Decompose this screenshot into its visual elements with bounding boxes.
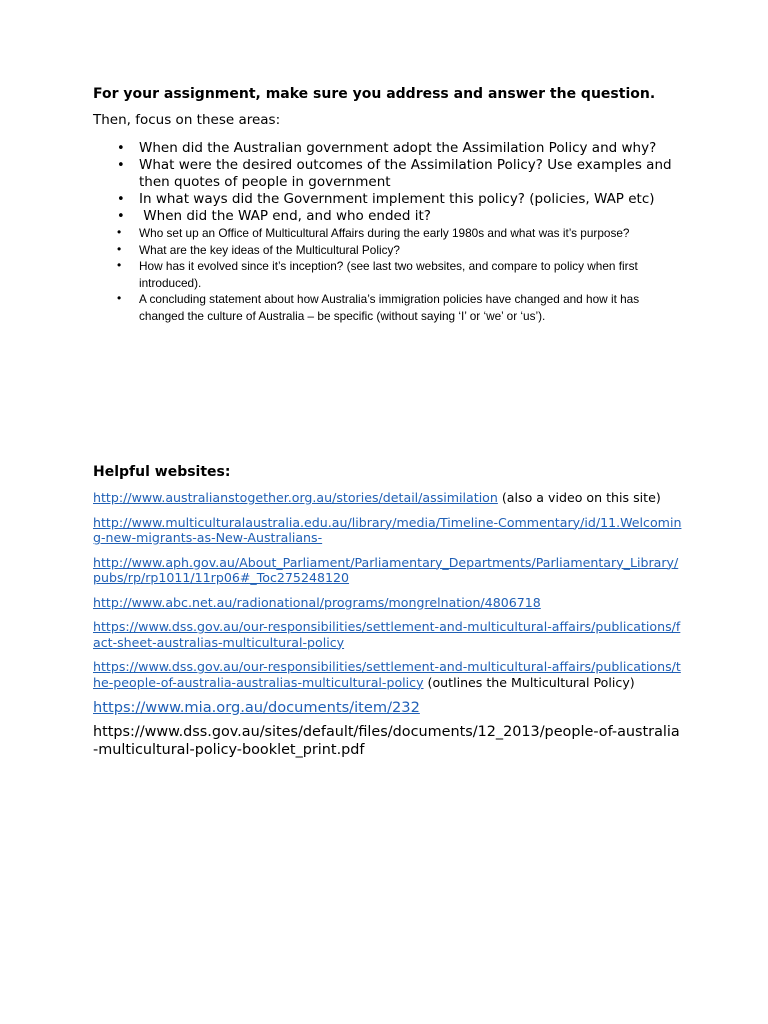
bullet-icon: • [117,209,125,224]
list-item: • In what ways did the Government implement this policy? (policies, WAP etc) [117,191,655,207]
dss-people-of-australia-link[interactable]: https://www.dss.gov.au/our-responsibilities/settlement-and-multicultural-affairs/publications/the-people-of-australia-australias-multicultural-policy [93,659,681,690]
helpful-websites-heading: Helpful websites: [93,464,231,480]
bullet-icon: • [117,291,122,305]
dss-fact-sheet-link[interactable]: https://www.dss.gov.au/our-responsibilities/settlement-and-multicultural-affairs/publications/fact-sheet-australias-multicultural-policy [93,619,681,650]
list-item: • How has it evolved since it’s inception? (see last two websites, and compare to policy when first introduced). [117,258,638,290]
bullet-icon: • [117,241,122,256]
link-note: (also a video on this site) [497,490,661,505]
list-item [93,555,683,586]
assignment-heading: For your assignment, make sure you address and answer the question. [93,86,656,102]
list-item [93,699,683,717]
focus-areas-list [0,140,768,324]
bullet-icon: • [117,158,125,173]
list-item [93,595,683,611]
websites-list [93,490,683,768]
plain-url-text: https://www.dss.gov.au/sites/default/files/documents/12_2013/people-of-australia-multicultural-policy-booklet_print.pdf [93,724,680,758]
list-item [93,619,683,650]
bullet-icon: • [117,141,125,156]
australianstogether-link[interactable]: http://www.australianstogether.org.au/stories/detail/assimilation [93,490,498,505]
list-item: • What are the key ideas of the Multicultural Policy? [117,241,400,257]
bullet-icon: • [117,192,125,207]
bullet-icon: • [117,258,122,272]
link-note: (outlines the Multicultural Policy) [423,674,635,690]
intro-text: Then, focus on these areas: [93,112,281,128]
list-item [93,490,683,506]
multiculturalaustralia-link[interactable]: http://www.multiculturalaustralia.edu.au/library/media/Timeline-Commentary/id/11.Welcoming-new-migrants-as-New-Australians- [93,514,682,545]
list-item: • When did the WAP end, and who ended it? [117,208,431,224]
abc-mongrelnation-link[interactable]: http://www.abc.net.au/radionational/programs/mongrelnation/4806718 [93,594,541,610]
list-item: • Who set up an Office of Multicultural Affairs during the early 1980s and what was it’s purpose? [117,225,630,240]
list-item: • When did the Australian government adopt the Assimilation Policy and why? [117,140,657,156]
list-item: • A concluding statement about how Australia’s immigration policies have changed and how it has changed the culture of Australia – be specific (without saying ‘I’ or ‘we’ or ‘us’). [117,291,640,323]
list-item: • What were the desired outcomes of the Assimilation Policy? Use examples and then quotes of people in government [117,157,672,190]
list-item [93,659,683,690]
aph-parliamentary-library-link[interactable]: http://www.aph.gov.au/About_Parliament/Parliamentary_Departments/Parliamentary_Library/pubs/rp/rp1011/11rp06#_Toc275248120 [93,554,679,585]
bullet-icon: • [117,225,122,239]
list-item [93,515,683,546]
mia-documents-link[interactable]: https://www.mia.org.au/documents/item/232 [93,699,420,716]
